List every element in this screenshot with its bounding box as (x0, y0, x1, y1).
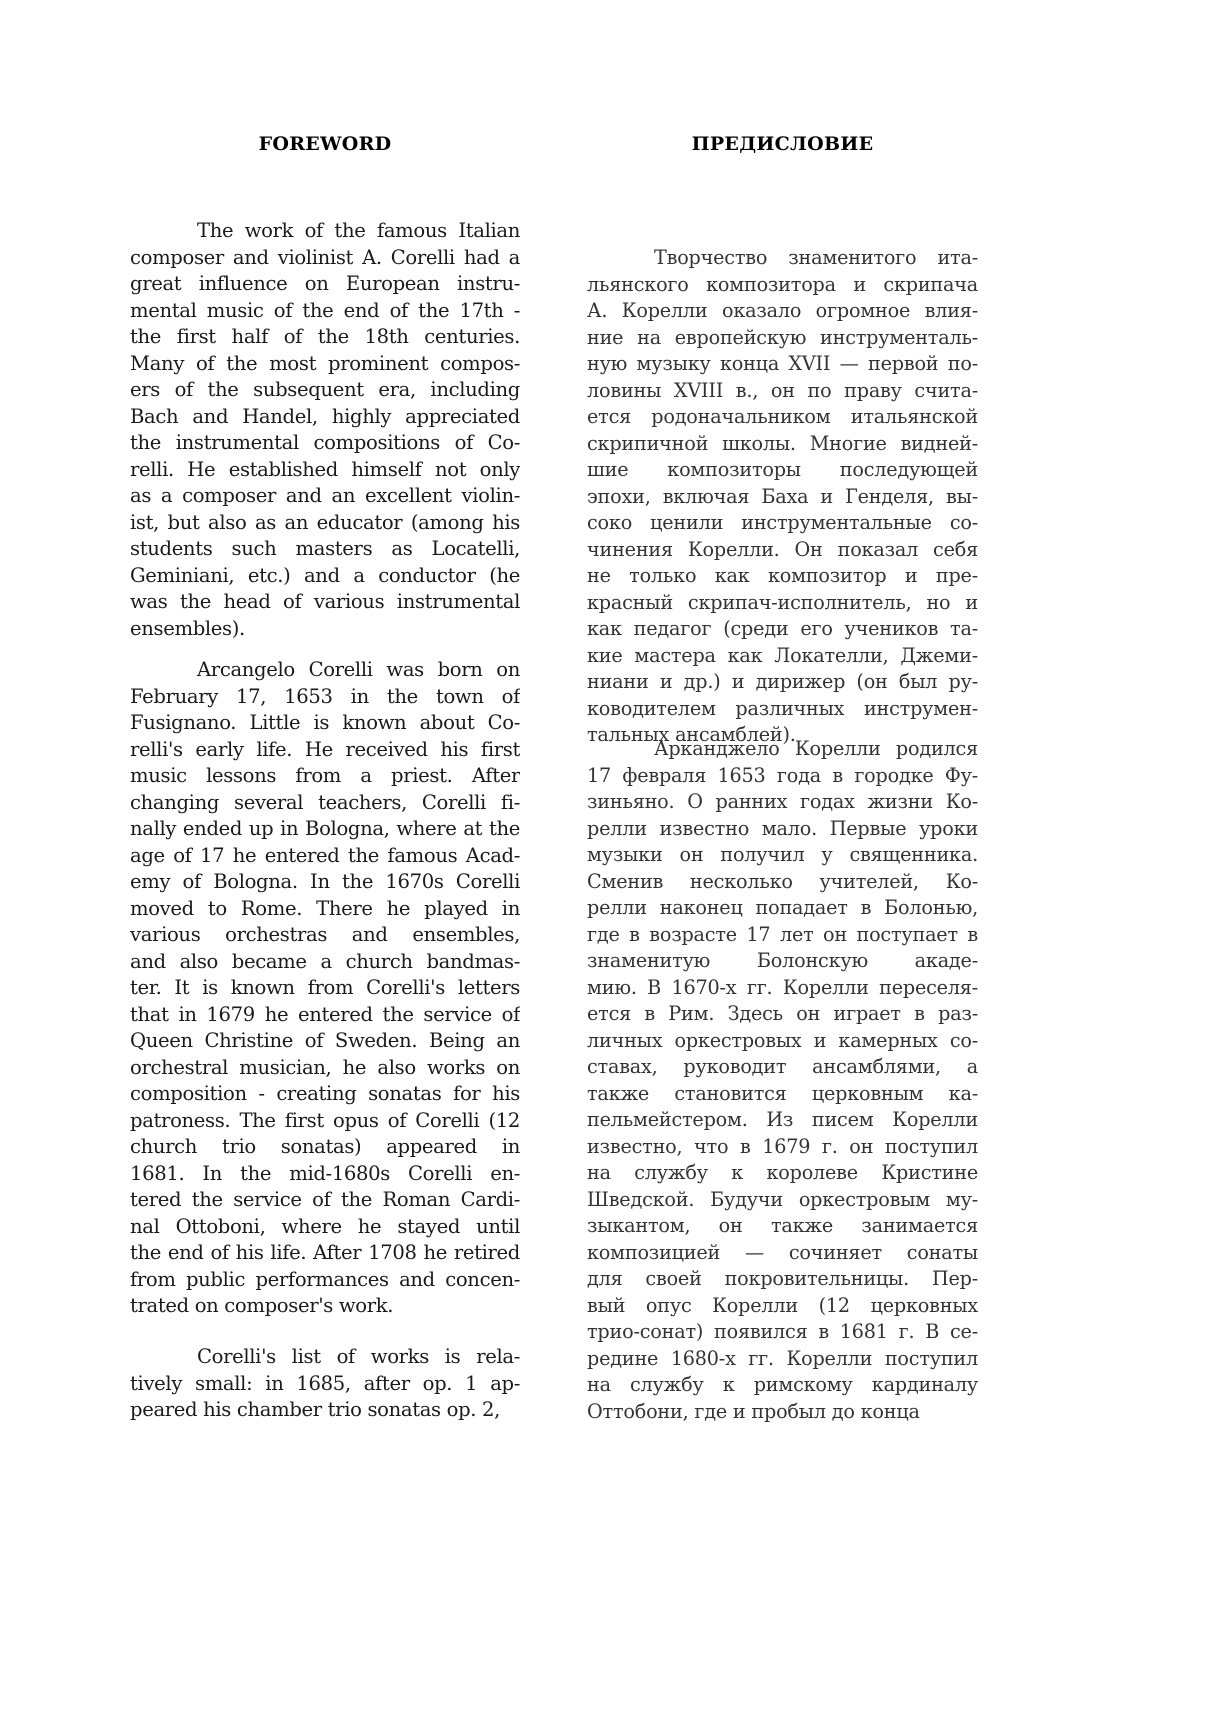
text-line: льянского композитора и скрипача (587, 272, 978, 296)
text-line: Сменив несколько учителей, Ко- (587, 869, 978, 893)
text-line: the first half of the 18th centuries. (130, 325, 520, 348)
text-line: ную музыку конца XVII — первой по- (587, 352, 978, 375)
text-line: Queen Christine of Sweden. Being an (130, 1029, 520, 1052)
russian-heading: ПРЕДИСЛОВИЕ (691, 133, 874, 155)
text-line: Bach and Handel, highly appreciated (130, 404, 520, 428)
text-line: The work of the famous Italian (197, 219, 520, 242)
text-line: ensembles). (130, 616, 245, 640)
text-line: the end of his life. After 1708 he retired (130, 1241, 520, 1264)
text-line: на службу к римскому кардиналу (587, 1373, 978, 1396)
english-paragraph-2 (130, 657, 520, 1320)
text-line: ловины XVIII в., он по праву счита- (587, 378, 978, 402)
text-line: patroness. The first opus of Corelli (12 (130, 1108, 520, 1132)
text-line: church trio sonatas) appeared in (130, 1135, 520, 1158)
text-line: мию. В 1670-х гг. Корелли переселя- (587, 975, 978, 999)
text-line: Geminiani, etc.) and a conductor (he (130, 563, 520, 587)
text-line: as a composer and an excellent violin- (130, 484, 520, 507)
text-line: that in 1679 he entered the service of (130, 1002, 520, 1026)
text-line: from public performances and concen- (130, 1267, 520, 1291)
text-line: на службу к королеве Кристине (587, 1161, 978, 1184)
text-line: age of 17 he entered the famous Acad- (130, 843, 520, 867)
text-line: nally ended up in Bologna, where at the (130, 817, 520, 840)
text-line: тальных ансамблей). (587, 723, 796, 746)
russian-paragraph-1 (587, 245, 978, 749)
text-line: nal Ottoboni, where he stayed until (130, 1214, 520, 1238)
text-line: Many of the most prominent compos- (130, 351, 520, 375)
english-paragraph-3 (130, 1344, 520, 1424)
text-line: музыки он получил у священника. (587, 843, 978, 866)
text-line: ние на европейскую инструменталь- (587, 325, 978, 349)
text-line: редине 1680-х гг. Корелли поступил (587, 1346, 978, 1370)
text-line: красный скрипач-исполнитель, но и (587, 590, 978, 614)
text-line: где в возрасте 17 лет он поступает в (587, 922, 978, 946)
text-line: 17 февраля 1653 года в городке Фу- (587, 763, 978, 787)
russian-paragraph-2 (587, 736, 978, 1425)
text-line: relli's early life. He received his first (130, 737, 520, 761)
text-line: Творчество знаменитого ита- (654, 246, 978, 269)
text-line: relli. He established himself not only (130, 457, 520, 481)
text-line: February 17, 1653 in the town of (130, 684, 520, 708)
text-line: changing several teachers, Corelli fi- (130, 790, 520, 814)
text-line: пельмейстером. Из писем Корелли (587, 1108, 978, 1131)
text-line: and also became a church bandmas- (130, 949, 520, 973)
text-line: composer and violinist A. Corelli had a (130, 245, 520, 269)
text-line: orchestral musician, he also works on (130, 1055, 520, 1079)
text-line: кие мастера как Локателли, Джеми- (587, 643, 978, 667)
text-line: music lessons from a priest. After (130, 764, 520, 787)
text-line: трио-сонат) появился в 1681 г. В се- (587, 1320, 978, 1343)
text-line: шие композиторы последующей (587, 458, 978, 481)
text-line: композицией — сочиняет сонаты (587, 1240, 978, 1264)
text-line: не только как композитор и пре- (587, 564, 978, 587)
text-line: ководителем различных инструмен- (587, 696, 978, 720)
text-line: ется в Рим. Здесь он играет в раз- (587, 1002, 978, 1025)
text-line: 1681. In the mid-1680s Corelli en- (130, 1161, 520, 1185)
text-line: ется родоначальником итальянской (587, 405, 978, 428)
text-line: ставах, руководит ансамблями, а (587, 1055, 978, 1078)
text-line: зиньяно. О ранних годах жизни Ко- (587, 790, 978, 813)
text-line: как педагог (среди его учеников та- (587, 617, 978, 640)
text-line: composition - creating sonatas for his (130, 1082, 520, 1105)
text-line: great influence on European instru- (130, 272, 520, 295)
text-line: peared his chamber trio sonatas op. 2, (130, 1398, 501, 1421)
text-line: известно, что в 1679 г. он поступил (587, 1134, 978, 1158)
text-line: ter. It is known from Corelli's letters (130, 976, 520, 999)
text-line: emy of Bologna. In the 1670s Corelli (130, 870, 520, 893)
text-line: эпохи, включая Баха и Генделя, вы- (587, 484, 978, 508)
text-line: знаменитую Болонскую акаде- (587, 949, 978, 972)
text-line: для своей покровительницы. Пер- (587, 1267, 978, 1290)
text-line: mental music of the end of the 17th - (130, 298, 520, 322)
text-line: личных оркестровых и камерных со- (587, 1028, 978, 1052)
english-heading: FOREWORD (258, 133, 392, 155)
english-paragraph-1 (130, 218, 520, 642)
text-line: Fusignano. Little is known about Co- (130, 711, 520, 734)
text-line: Corelli's list of works is rela- (197, 1345, 520, 1368)
text-line: вый опус Корелли (12 церковных (587, 1293, 978, 1317)
text-line: Арканджело Корелли родился (654, 737, 978, 760)
text-line: релли наконец попадает в Болонью, (587, 896, 978, 919)
text-line: tered the service of the Roman Cardi- (130, 1188, 520, 1211)
text-line: Оттобони, где и пробыл до конца (587, 1399, 920, 1423)
text-line: the instrumental compositions of Co- (130, 431, 520, 454)
text-line: релли известно мало. Первые уроки (587, 816, 978, 840)
text-line: was the head of various instrumental (130, 590, 520, 613)
text-line: также становится церковным ка- (587, 1081, 978, 1105)
text-line: students such masters as Locatelli, (130, 537, 520, 560)
text-line: Шведской. Будучи оркестровым му- (587, 1187, 978, 1211)
text-line: ниани и др.) и дирижер (он был ру- (587, 670, 978, 693)
text-line: moved to Rome. There he played in (130, 896, 520, 920)
text-line: Arcangelo Corelli was born on (197, 658, 520, 681)
text-line: ers of the subsequent era, including (130, 378, 520, 401)
text-line: trated on composer's work. (130, 1294, 394, 1317)
text-line: tively small: in 1685, after op. 1 ap- (130, 1371, 520, 1395)
text-line: зыкантом, он также занимается (587, 1214, 978, 1237)
text-line: ist, but also as an educator (among his (130, 510, 520, 534)
text-line: соко ценили инструментальные со- (587, 511, 978, 534)
text-line: скрипичной школы. Многие видней- (587, 431, 978, 455)
text-line: various orchestras and ensembles, (130, 923, 520, 946)
text-line: чинения Корелли. Он показал себя (587, 537, 978, 561)
text-line: А. Корелли оказало огромное влия- (587, 299, 978, 322)
